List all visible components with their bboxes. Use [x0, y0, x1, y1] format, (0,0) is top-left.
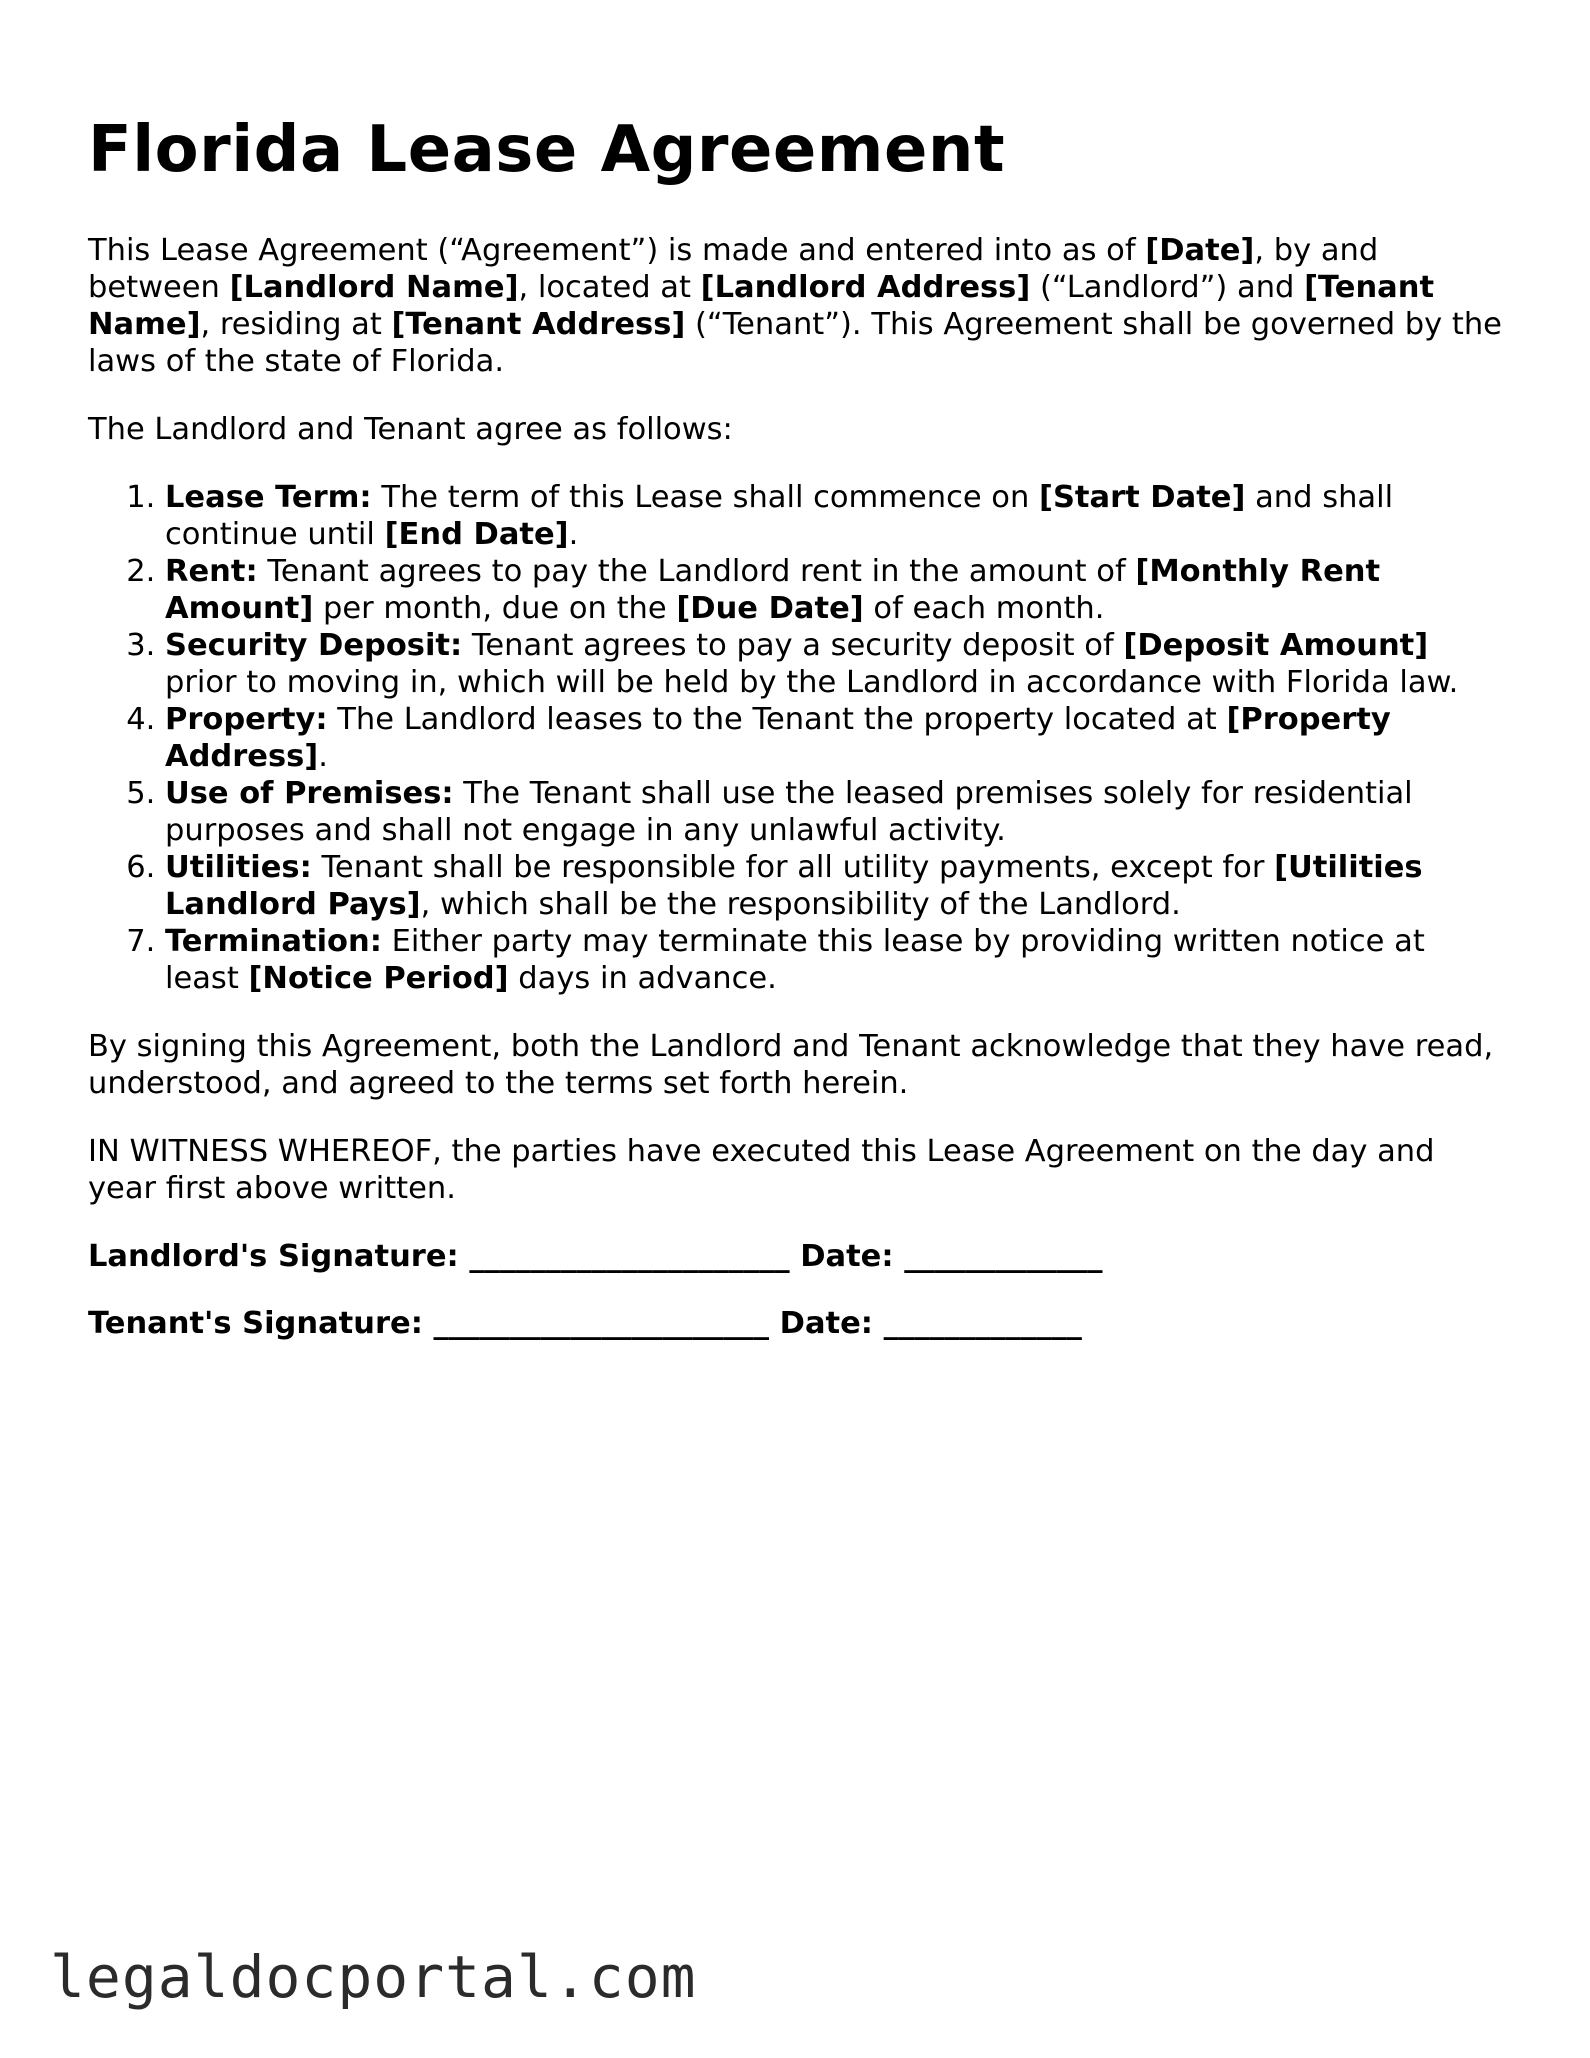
- term-termination: [165, 923, 1508, 997]
- term-text: Either party may terminate this lease by providing written notice at least: [165, 924, 1425, 996]
- term-text: Tenant agrees to pay the Landlord rent in the amount of: [257, 554, 1136, 589]
- term-label: Use of Premises:: [165, 776, 454, 811]
- witness-paragraph: IN WITNESS WHEREOF, the parties have executed this Lease Agreement on the day and year first above written.: [88, 1134, 1435, 1206]
- tenant-address-field: [Tenant Address]: [391, 307, 686, 342]
- term-text: Tenant agrees to pay a security deposit of: [462, 628, 1124, 663]
- watermark: legaldocportal.com: [50, 1943, 697, 2011]
- property-address-field: [Property Address]: [165, 702, 1391, 774]
- term-label: Security Deposit:: [165, 628, 463, 663]
- date-field: [Date]: [1145, 233, 1255, 268]
- intro-text: , residing at: [200, 307, 392, 342]
- term-label: Property:: [165, 702, 328, 737]
- term-text: Tenant shall be responsible for all utility payments, except for: [311, 850, 1275, 885]
- term-text: days in advance.: [508, 961, 777, 996]
- term-utilities: [165, 849, 1508, 923]
- term-label: Termination:: [165, 924, 382, 959]
- landlord-name-field: [Landlord Name]: [229, 270, 519, 305]
- utilities-landlord-pays-field: [Utilities Landlord Pays]: [165, 850, 1423, 922]
- start-date-field: [Start Date]: [1039, 480, 1246, 515]
- term-text: The Tenant shall use the leased premises solely for residential purposes and shall not engage in any unlawful activity.: [165, 776, 1413, 848]
- term-text: prior to moving in, which will be held by the Landlord in accordance with Florida law.: [165, 665, 1459, 700]
- end-date-field: [End Date]: [384, 517, 569, 552]
- document-page: [88, 110, 1508, 1372]
- term-text: and shall continue until: [165, 480, 1394, 552]
- term-text: per month, due on the: [313, 591, 677, 626]
- term-use-of-premises: [165, 775, 1508, 849]
- term-rent: [165, 553, 1508, 627]
- acknowledge-paragraph: By signing this Agreement, both the Landlord and Tenant acknowledge that they have read, understood, and agreed to the terms set forth herein.: [88, 1029, 1494, 1101]
- page-title: Florida Lease Agreement: [88, 113, 1006, 187]
- due-date-field: [Due Date]: [676, 591, 864, 626]
- term-text: .: [568, 517, 579, 552]
- notice-period-field: [Notice Period]: [248, 961, 509, 996]
- intro-paragraph: [88, 232, 1508, 380]
- term-text: The Landlord leases to the Tenant the property located at: [327, 702, 1227, 737]
- term-lease-term: [165, 479, 1508, 553]
- intro-text: , by and between: [88, 233, 1379, 305]
- term-label: Rent:: [165, 554, 258, 589]
- term-text: , which shall be the responsibility of the Landlord.: [420, 887, 1181, 922]
- landlord-address-field: [Landlord Address]: [700, 270, 1031, 305]
- term-text: .: [318, 739, 328, 774]
- intro-text: (“Tenant”). This Agreement shall be governed by the laws of the state of Florida.: [88, 307, 1502, 379]
- term-label: Utilities:: [165, 850, 312, 885]
- monthly-rent-field: [Monthly Rent Amount]: [165, 554, 1381, 626]
- term-security-deposit: [165, 627, 1508, 701]
- intro-text: , located at: [518, 270, 701, 305]
- term-label: Lease Term:: [165, 480, 372, 515]
- tenant-signature-line: Tenant's Signature: ______________________ Date: _____________: [88, 1306, 1082, 1341]
- term-property: [165, 701, 1508, 775]
- term-text: The term of this Lease shall commence on: [371, 480, 1039, 515]
- terms-list: [88, 479, 1508, 997]
- intro-text: This Lease Agreement (“Agreement”) is made and entered into as of: [88, 233, 1146, 268]
- tenant-name-field: [Tenant Name]: [88, 270, 1435, 342]
- agree-paragraph: The Landlord and Tenant agree as follows:: [88, 412, 733, 447]
- landlord-signature-line: Landlord's Signature: _____________________ Date: _____________: [88, 1239, 1103, 1274]
- intro-text: (“Landlord”) and: [1030, 270, 1305, 305]
- deposit-amount-field: [Deposit Amount]: [1123, 628, 1429, 663]
- term-text: of each month.: [863, 591, 1105, 626]
